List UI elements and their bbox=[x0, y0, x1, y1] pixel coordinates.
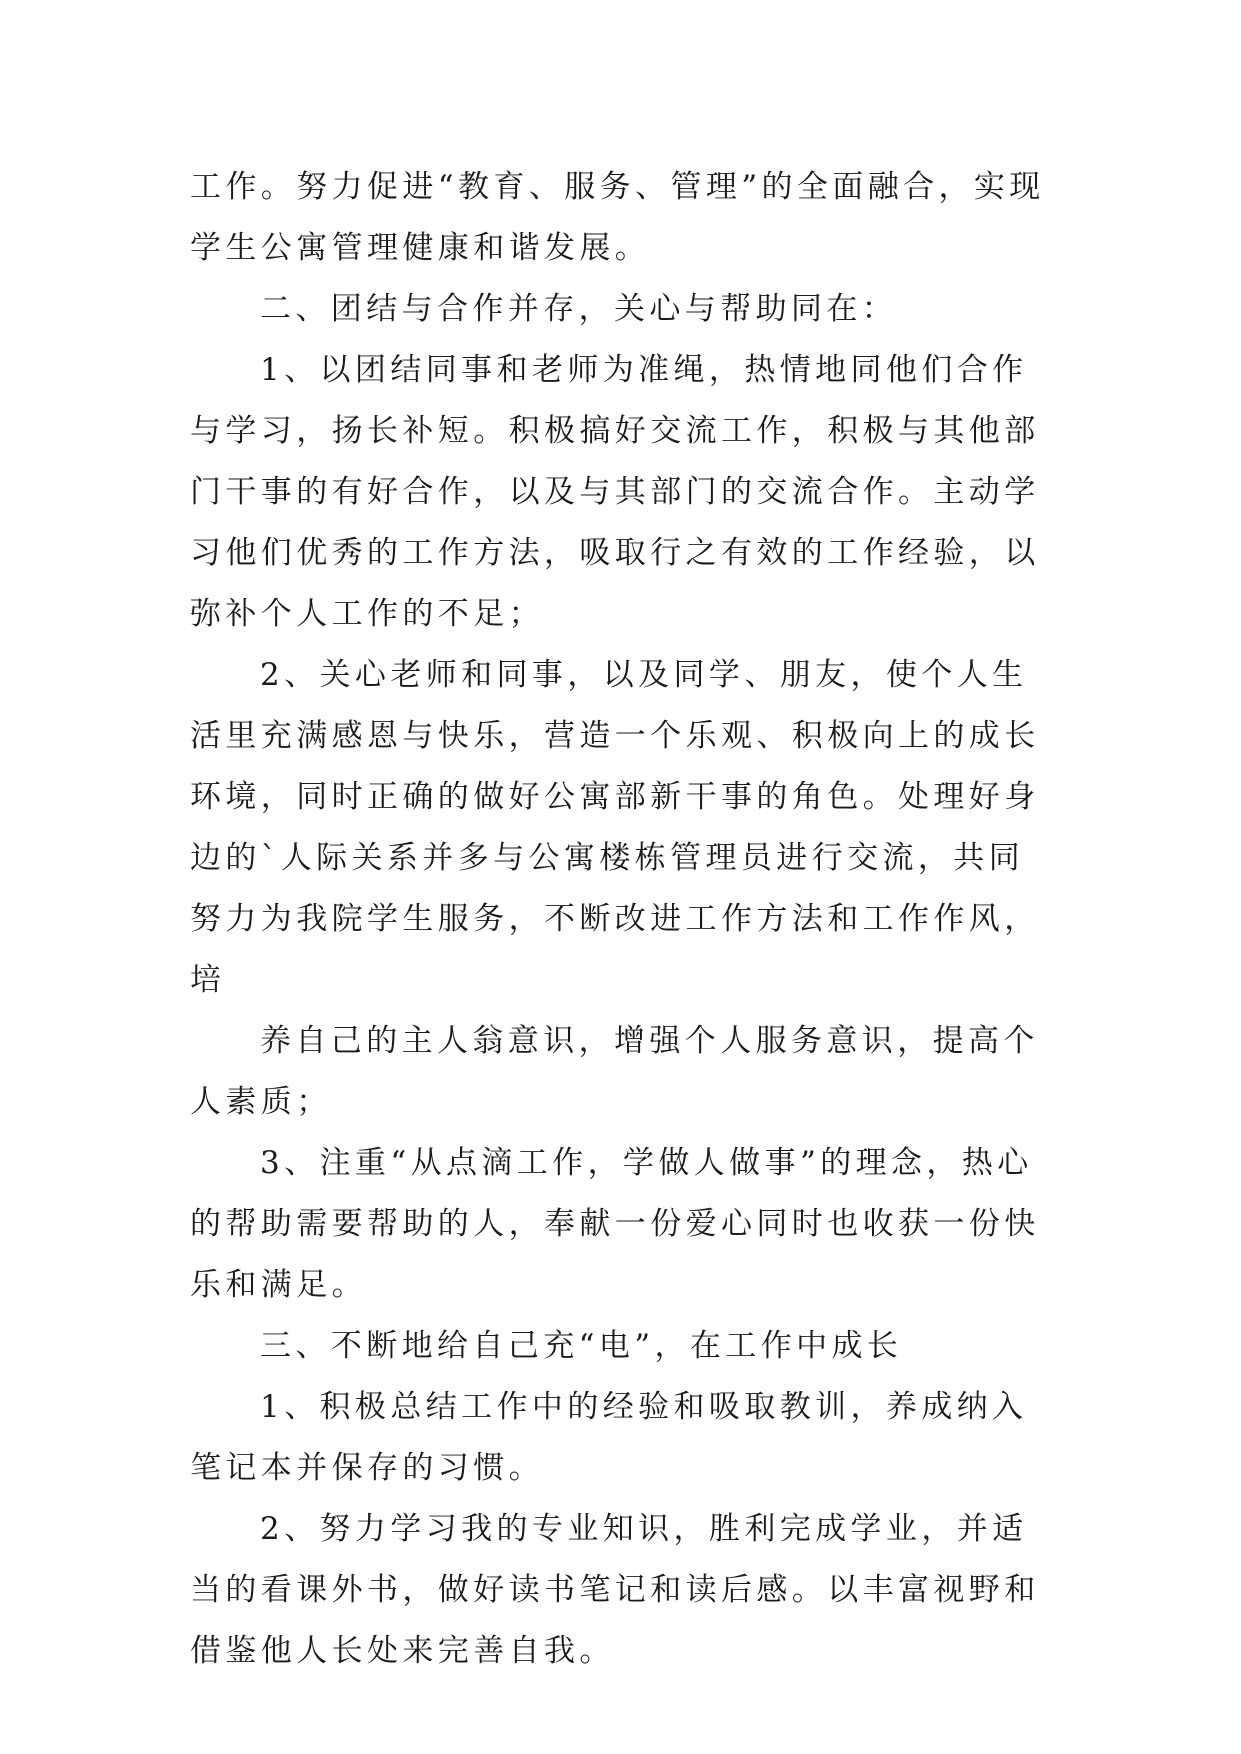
paragraph-3-2: 2、努力学习我的专业知识，胜利完成学业，并适当的看课外书，做好读书笔记和读后感。以丰富视野和借鉴他人长处来完善自我。 bbox=[190, 1511, 1040, 1669]
paragraph-continuation: 工作。努力促进“教育、服务、管理”的全面融合，实现学生公寓管理健康和谐发展。 bbox=[190, 169, 1045, 266]
section-heading-2: 二、团结与合作并存，关心与帮助同在： bbox=[260, 291, 898, 327]
paragraph-2-2: 2、关心老师和同事，以及同学、朋友，使个人生活里充满感恩与快乐，营造一个乐观、积极向上的成长环境，同时正确的做好公寓部新干事的角色。处理好身边的`人际关系并多与公寓楼栋管理员进行交流，共同努力为我院学生服务，不断改进工作方法和工作作风，培 bbox=[190, 657, 1040, 998]
paragraph-2-1: 1、以团结同事和老师为准绳，热情地同他们合作与学习，扬长补短。积极搞好交流工作，积极与其他部门干事的有好合作，以及与其部门的交流合作。主动学习他们优秀的工作方法，吸取行之有效的工作经验，以弥补个人工作的不足； bbox=[190, 352, 1040, 632]
paragraph-2-2-continued: 养自己的主人翁意识，增强个人服务意识，提高个人素质； bbox=[190, 1023, 1039, 1120]
document-body bbox=[190, 157, 1050, 1682]
paragraph-3-1: 1、积极总结工作中的经验和吸取教训，养成纳入笔记本并保存的习惯。 bbox=[190, 1389, 1028, 1486]
section-heading-3: 三、不断地给自己充“电”，在工作中成长 bbox=[260, 1328, 903, 1364]
paragraph-2-3: 3、注重“从点滴工作，学做人做事”的理念，热心的帮助需要帮助的人，奉献一份爱心同时也收获一份快乐和满足。 bbox=[190, 1145, 1040, 1303]
